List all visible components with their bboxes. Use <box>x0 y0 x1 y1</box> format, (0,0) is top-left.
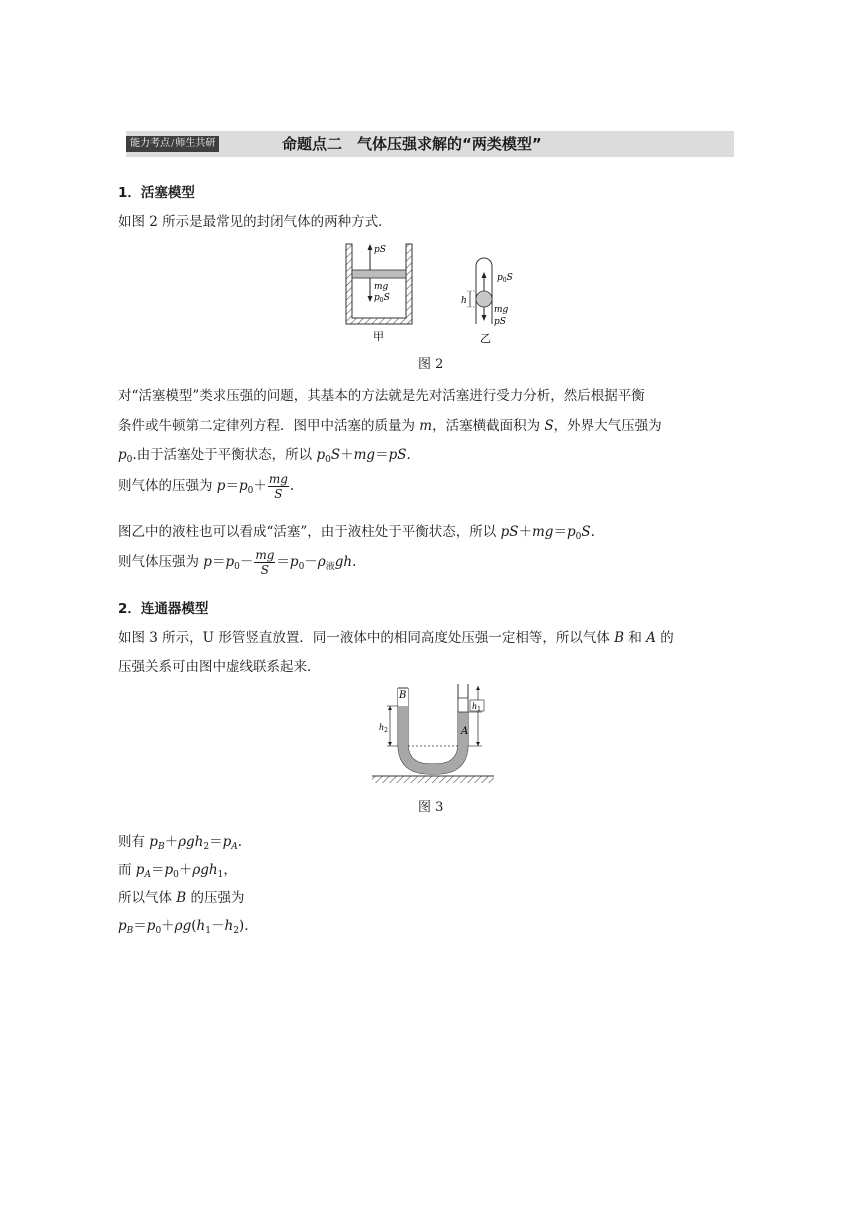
liquid-column <box>476 291 492 307</box>
section2-para-line1: 如图 3 所示，U 形管竖直放置．同一液体中的相同高度处压强一定相等，所以气体 B 和 A 的 <box>118 630 674 646</box>
section2-heading: 2．连通器模型 <box>118 601 209 617</box>
tube-yi <box>461 258 513 345</box>
section-banner <box>126 131 734 157</box>
figure-3-caption: 图 3 <box>418 800 444 815</box>
equation-1: 则气体的压强为 $p=p_0+$ $\frac{mg}{S}$ . <box>118 472 295 501</box>
equation-2: 则气体压强为 $p=p_0-$ $\frac{mg}{S}$ $=p_0-\rho_液gh$. <box>118 548 357 577</box>
label-jia: 甲 <box>373 330 384 343</box>
label-mg-tube: mg <box>494 305 509 315</box>
category-tag <box>126 136 219 152</box>
figure-3 <box>370 682 500 786</box>
section1-heading: 1．活塞模型 <box>118 185 195 201</box>
equation-3: 则有 $p_B+\rho gh_2=p_A$. <box>118 834 243 852</box>
label-pS-tube: pS <box>494 317 506 327</box>
label-pS: pS <box>374 245 386 255</box>
section1-intro: 如图 2 所示是最常见的封闭气体的两种方式． <box>118 214 392 230</box>
equation-5: $p_B=p_0+\rho g(h_1-h_2)$. <box>118 918 249 936</box>
tag-separator: / <box>171 138 175 149</box>
label-h1: $h_1$ <box>472 702 481 713</box>
tag-right: 师生共研 <box>175 138 216 149</box>
label-yi: 乙 <box>480 332 491 345</box>
banner-title: 命题点二 气体压强求解的“两类模型” <box>282 135 542 153</box>
section2-para-line2: 压强关系可由图中虚线联系起来． <box>118 659 321 675</box>
gas-A <box>458 698 468 712</box>
figure-2-caption: 图 2 <box>418 357 444 372</box>
section1-para1-line3: $p_0$.由于活塞处于平衡状态，所以 $p_0S+mg=pS$. <box>118 447 411 465</box>
label-mg: mg <box>374 282 389 292</box>
container-jia <box>346 244 412 343</box>
figure-2 <box>330 238 540 346</box>
label-A: A <box>461 726 469 737</box>
label-p0S-tube: $p_0S$ <box>497 273 513 284</box>
piston <box>352 270 406 278</box>
label-p0S: $p_0S$ <box>374 293 390 304</box>
section1-para2: 图乙中的液柱也可以看成“活塞”，由于液柱处于平衡状态，所以 $pS+mg=p_0S$. <box>118 524 595 542</box>
equation-4: 而 $p_A=p_0+\rho gh_1$， <box>118 862 237 880</box>
section1-para1-line1: 对“活塞模型”类求压强的问题，其基本的方法就是先对活塞进行受力分析，然后根据平衡 <box>118 388 645 404</box>
label-h2: $h_2$ <box>379 723 388 734</box>
ground <box>372 776 494 783</box>
label-h: h <box>461 296 467 306</box>
section1-para1-line2: 条件或牛顿第二定律列方程．图甲中活塞的质量为 m，活塞横截面积为 S，外界大气压强为 <box>118 418 662 434</box>
section2-line3: 所以气体 B 的压强为 <box>118 890 245 906</box>
tag-left: 能力考点 <box>130 138 170 149</box>
label-B: B <box>399 690 407 701</box>
